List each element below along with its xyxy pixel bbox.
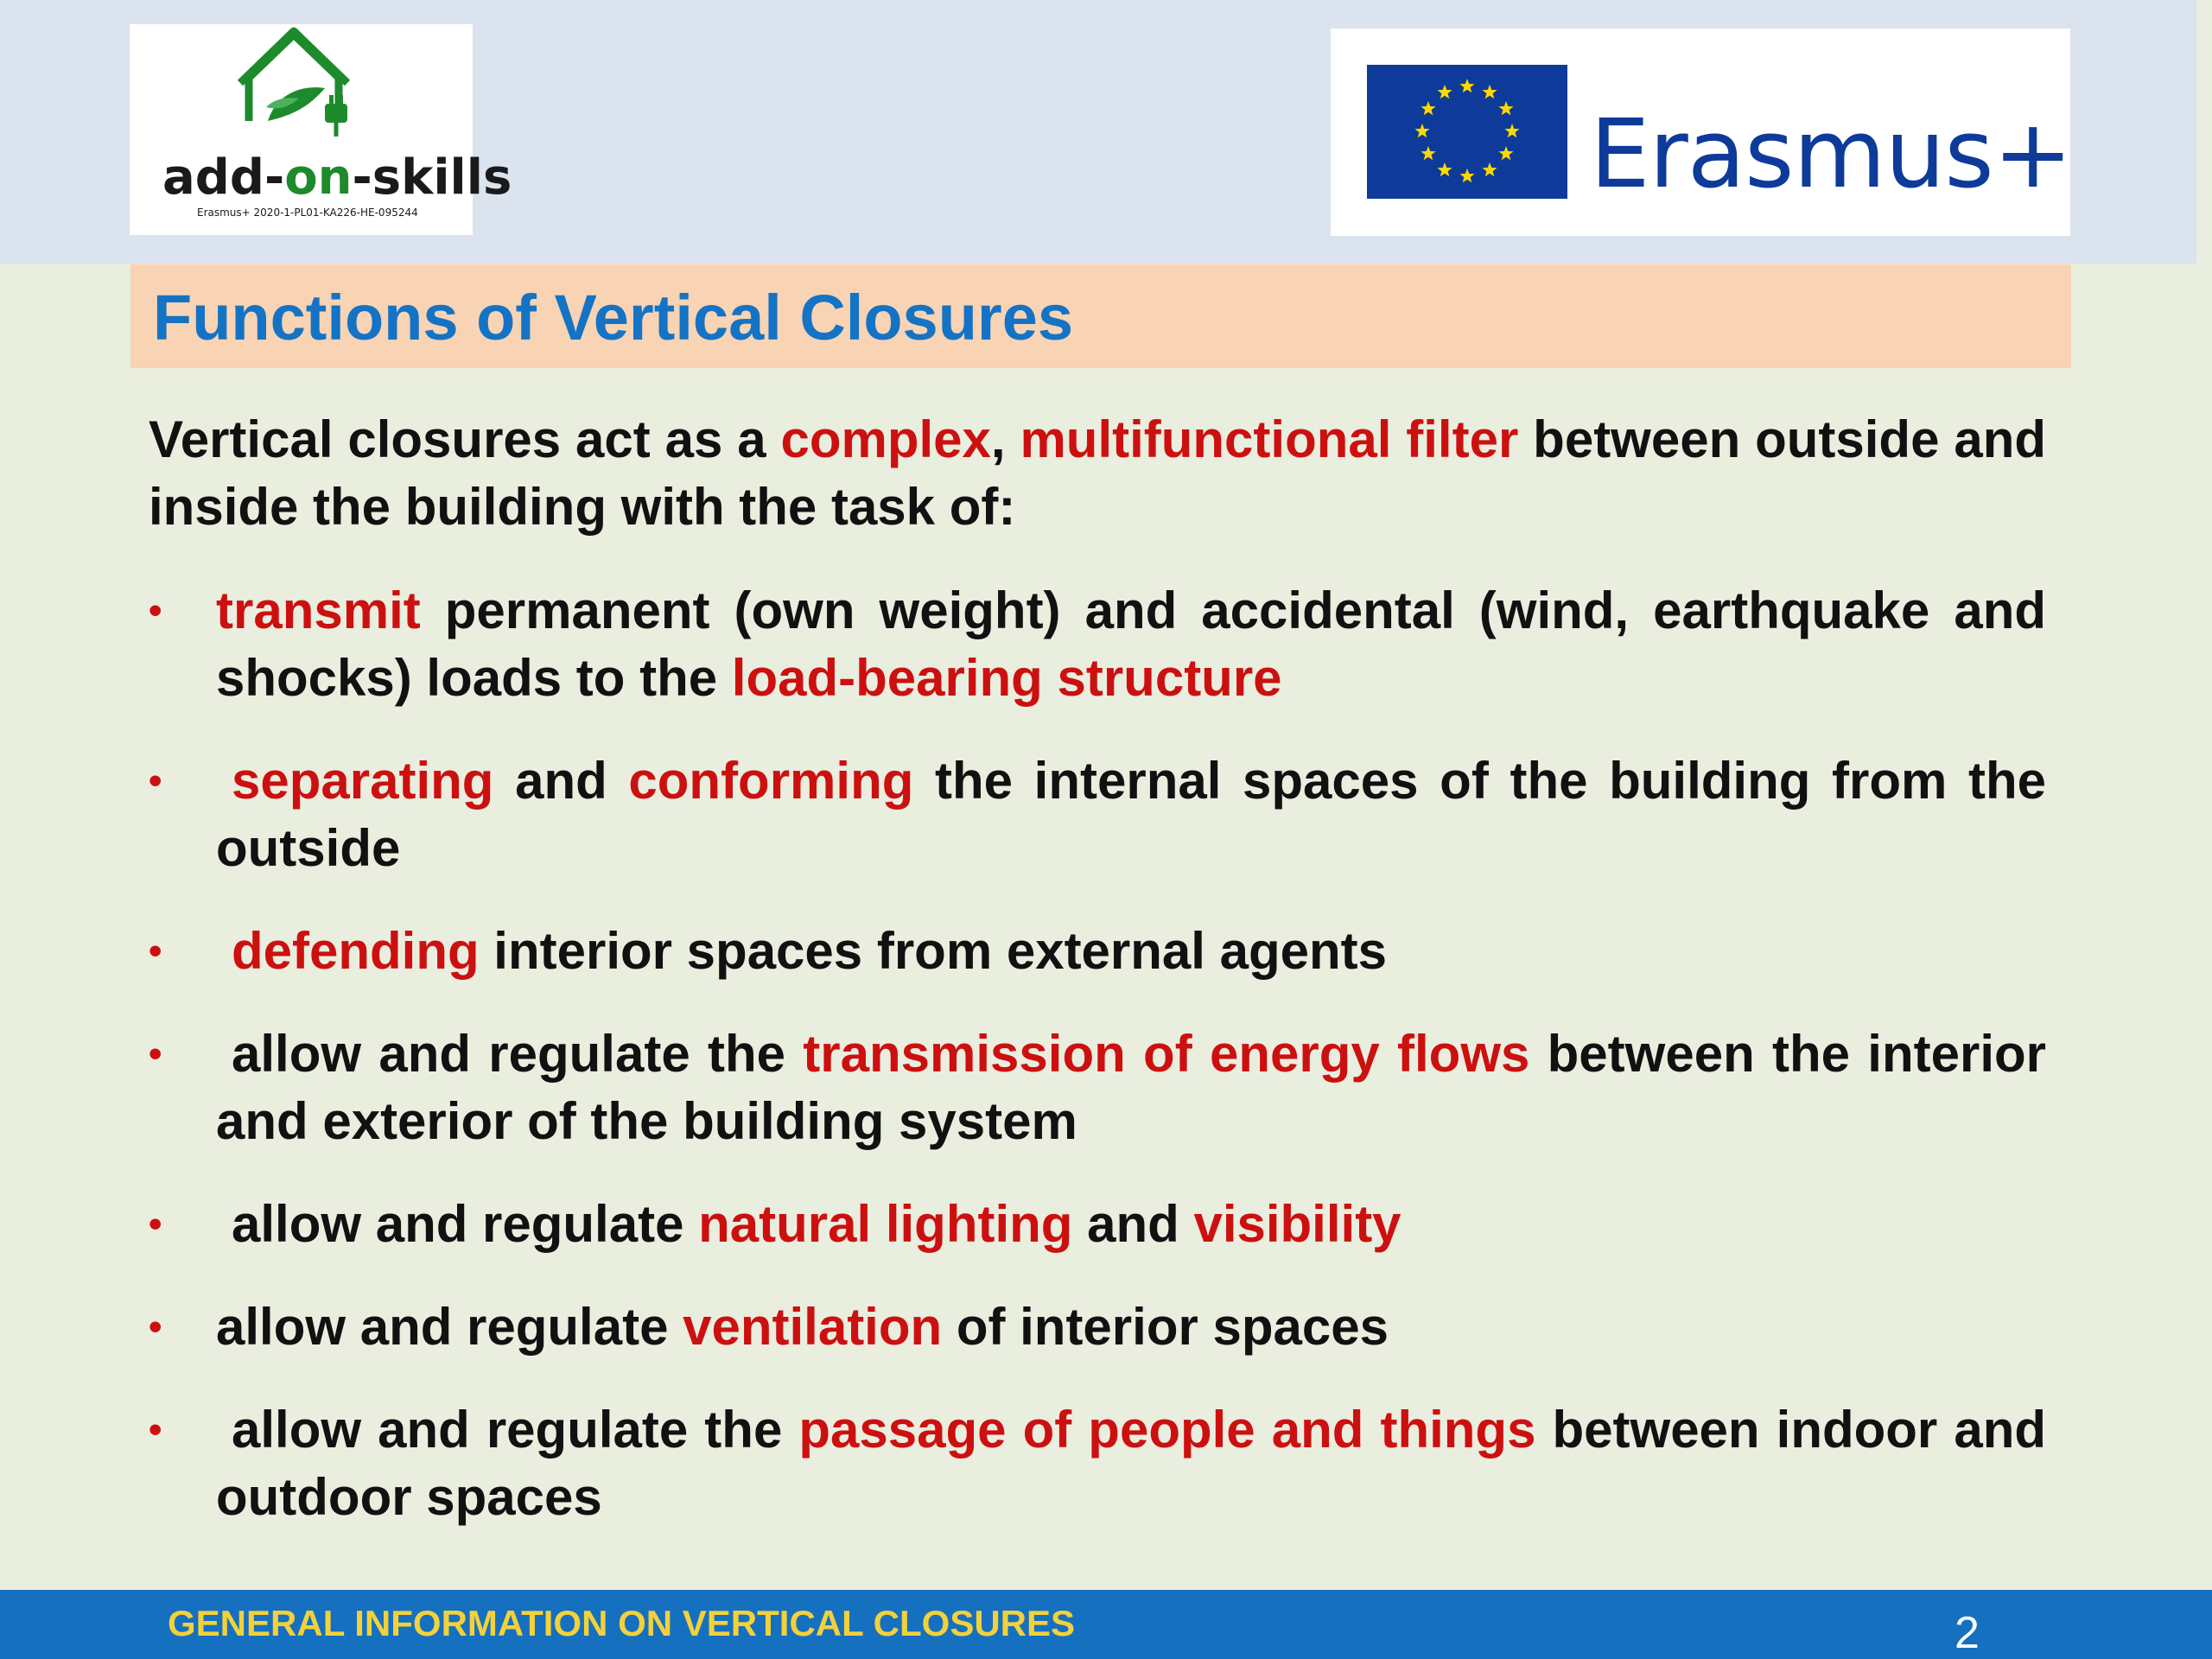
- highlighted-term: passage of people and things: [798, 1401, 1536, 1459]
- slide-title: Functions of Vertical Closures: [153, 282, 1074, 353]
- bullet-dot: •: [149, 1033, 162, 1075]
- add-on-skills-logo: [130, 24, 512, 235]
- bullet-dot: •: [149, 1306, 162, 1348]
- highlighted-term: transmit: [216, 582, 421, 639]
- footer-bar: [0, 1590, 2212, 1659]
- highlighted-term: complex: [780, 410, 991, 468]
- bullet-list: [149, 577, 2046, 1531]
- eu-star: [1421, 146, 1435, 160]
- logo-part-on: on: [284, 149, 353, 206]
- bullet-text: [216, 1401, 2046, 1526]
- logo-wordmark: [162, 149, 512, 206]
- eu-star: [1459, 79, 1474, 92]
- bullet-dot: •: [149, 760, 162, 802]
- bullet-item: [149, 577, 2046, 712]
- erasmus-plus-logo: [1331, 29, 2070, 236]
- text-segment: allow and regulate the: [232, 1025, 804, 1083]
- text-segment: of interior spaces: [942, 1298, 1389, 1356]
- bullet-item: [149, 747, 2046, 882]
- eu-star: [1421, 101, 1435, 115]
- highlighted-term: conforming: [628, 752, 914, 810]
- text-segment: Vertical closures act as a: [149, 410, 781, 468]
- logo-part-skills: -skills: [352, 149, 512, 206]
- highlighted-term: ventilation: [683, 1298, 943, 1356]
- eu-star: [1414, 124, 1429, 137]
- erasmus-wordmark: Erasmus+: [1590, 99, 2072, 209]
- bullet-item: [149, 918, 2046, 985]
- text-segment: allow and regulate: [232, 1195, 699, 1253]
- logo-part-add: add-: [162, 149, 285, 206]
- text-segment: and: [493, 752, 629, 810]
- eu-star: [1498, 101, 1513, 115]
- eu-star: [1437, 85, 1452, 99]
- bullet-dot: •: [149, 930, 162, 972]
- bullet-item: [149, 1294, 2046, 1361]
- bullet-text: [216, 582, 2046, 707]
- bullet-dot: •: [149, 1408, 162, 1451]
- text-segment: allow and regulate the: [232, 1401, 799, 1459]
- bullet-text: [232, 922, 1387, 980]
- eu-star: [1482, 162, 1497, 176]
- bullet-text: [232, 1195, 1402, 1253]
- page-number: 2: [1955, 1608, 1980, 1658]
- highlighted-term: load-bearing structure: [731, 649, 1282, 707]
- logo-subtitle: Erasmus+ 2020-1-PL01-KA226-HE-095244: [197, 207, 418, 219]
- highlighted-term: separating: [232, 752, 494, 810]
- bullet-item: [149, 1020, 2046, 1155]
- text-segment: between outside and inside the building with the task of:: [149, 410, 2046, 536]
- text-segment: interior spaces from external agents: [479, 922, 1388, 980]
- text-segment: permanent (own weight) and accidental (wind, earthquake and shocks) loads to the: [216, 582, 2046, 707]
- highlighted-term: multifunctional filter: [1020, 410, 1519, 468]
- text-segment: between the interior and exterior of the building system: [216, 1025, 2046, 1150]
- title-bar: [130, 264, 2071, 368]
- text-segment: allow and regulate: [216, 1298, 683, 1356]
- footer-title: GENERAL INFORMATION ON VERTICAL CLOSURES: [168, 1603, 1076, 1643]
- bullet-text: [216, 1298, 1389, 1356]
- slide-content: [149, 406, 2046, 1567]
- eu-star: [1459, 168, 1474, 182]
- eu-flag-icon: [1367, 65, 1567, 199]
- eu-star: [1482, 85, 1497, 99]
- intro-paragraph: [149, 406, 2046, 541]
- bullet-item: [149, 1396, 2046, 1531]
- highlighted-term: visibility: [1193, 1195, 1402, 1253]
- bullet-dot: •: [149, 589, 162, 632]
- text-segment: the internal spaces of the building from the outside: [216, 752, 2046, 877]
- eu-star: [1504, 124, 1519, 137]
- highlighted-term: defending: [232, 922, 480, 980]
- eu-stars: [1367, 65, 1567, 199]
- bullet-dot: •: [149, 1203, 162, 1245]
- house-plug-icon: [130, 24, 512, 235]
- highlighted-term: natural lighting: [698, 1195, 1073, 1253]
- text-segment: between indoor and outdoor spaces: [216, 1401, 2047, 1526]
- highlighted-term: transmission of energy flows: [803, 1025, 1530, 1083]
- bullet-text: [216, 1025, 2046, 1150]
- eu-star: [1498, 146, 1513, 160]
- bullet-text: [216, 752, 2046, 877]
- bullet-item: [149, 1191, 2046, 1258]
- text-segment: ,: [990, 410, 1020, 468]
- text-segment: and: [1072, 1195, 1194, 1253]
- eu-star: [1437, 162, 1452, 176]
